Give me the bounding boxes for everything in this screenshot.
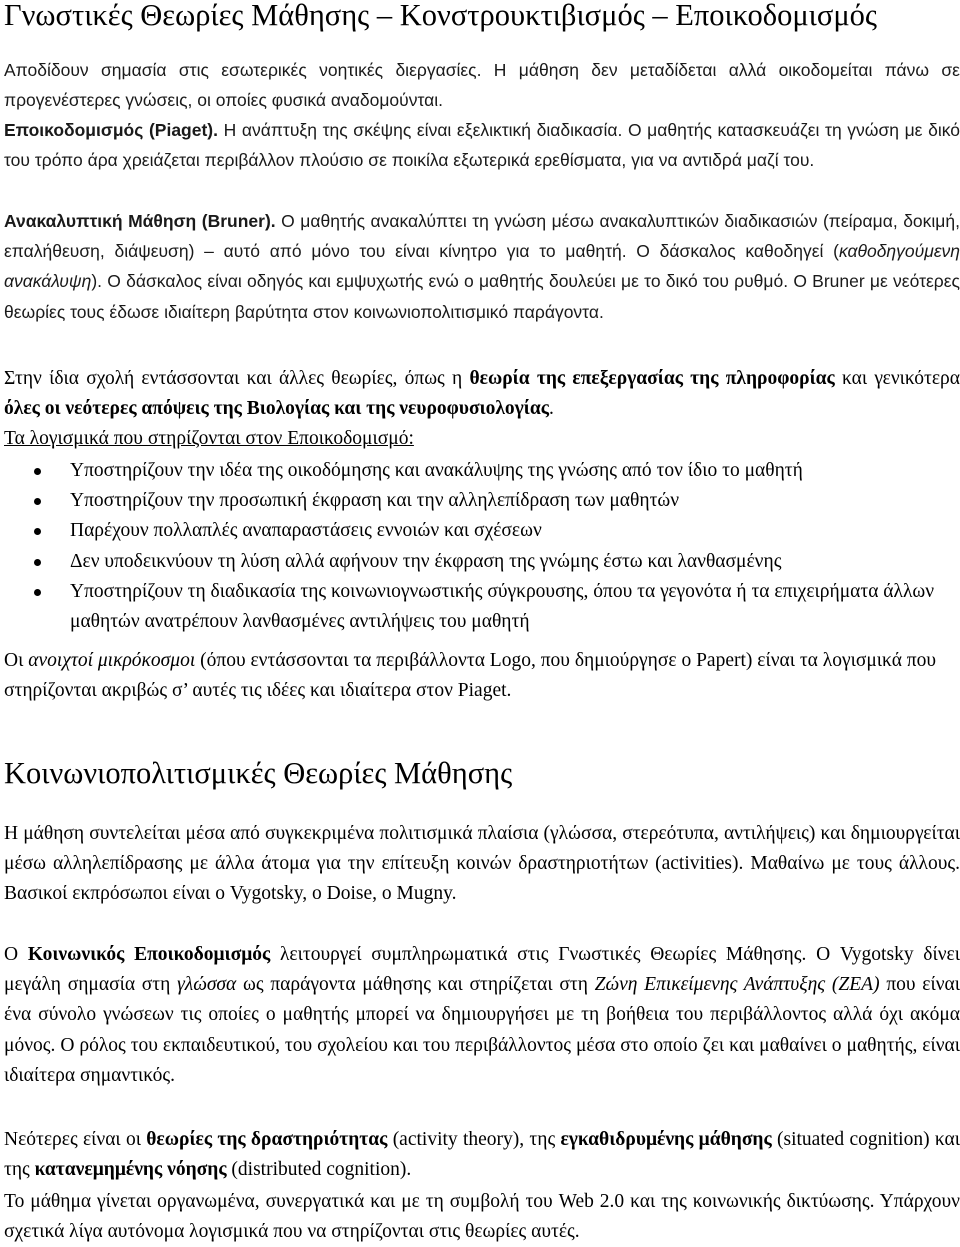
social-constructivism-paragraph — [4, 940, 960, 1091]
micro-text-b: (όπου εντάσσονται τα περιβάλλοντα Logo, που δημιούργησε ο Papert) είναι τα λογισμικά που στηρίζονται ακριβώς σ’ αυτές τις ιδέες και ιδιαίτερα στον Piaget. — [4, 650, 937, 702]
open-microworlds: ανοιχτοί μικρόκοσμοι — [28, 650, 196, 671]
piaget-paragraph — [4, 115, 960, 175]
bruner-term: Ανακαλυπτική Μάθηση (Bruner). — [4, 211, 276, 231]
school-paragraph — [4, 364, 960, 424]
section-title-constructivism: Γνωστικές Θεωρίες Μάθησης – Κονστρουκτιβισμός – Εποικοδομισμός — [4, 0, 878, 32]
list-item — [4, 486, 960, 516]
school-text-d: . — [548, 398, 554, 420]
piaget-term: Εποικοδομισμός (Piaget). — [4, 120, 218, 140]
p2-text-a: Ο — [4, 944, 28, 965]
p3-text-d: (situated cognition) και της — [4, 1129, 960, 1181]
sociocultural-paragraph-1: Η μάθηση συντελείται μέσα από συγκεκριμένα πολιτισμικά πλαίσια (γλώσσα, στερεότυπα, αντιλήψεις) και δημιουργείται μέσω αλληλεπίδρασης με άλλα άτομα για την επίτευξη κοινών δραστηριοτήτων (activities). Μαθαίνω με τους άλλους. Βασικοί εκπρόσωποι είναι ο Vygotsky, ο Doise, ο Mugny. — [4, 823, 960, 905]
activity-theory-term: θεωρίες της δραστηριότητας — [146, 1129, 388, 1150]
list-item — [4, 547, 960, 577]
bullet-icon — [34, 559, 41, 566]
bullet-text: Δεν υποδεικνύουν τη λύση αλλά αφήνουν την έκφραση της γνώμης έστω και λανθασμένης — [70, 550, 782, 572]
web20-paragraph: Το μάθημα γίνεται οργανωμένα, συνεργατικά και με τη συμβολή του Web 2.0 και της κοινωνικής δικτύωσης. Υπάρχουν σχετικά λίγα αυτόνομα λογισμικά που να στηρίζονται στις θεωρίες αυτές. — [4, 1191, 960, 1243]
p2-text-c: λειτουργεί συμπληρωματικά στις Γνωστικές Θεωρίες Μάθησης. Ο Vygotsky δίνει μεγάλη σημασία στη — [4, 944, 960, 996]
p3-text-c: (activity theory), της — [387, 1129, 561, 1150]
section-title-sociocultural: Κοινωνιοπολιτισμικές Θεωρίες Μάθησης — [4, 756, 513, 790]
p3-text-a: Νεότερες είναι οι — [4, 1129, 147, 1150]
micro-text-a: Οι — [4, 650, 29, 671]
piaget-text: Η ανάπτυξη της σκέψης είναι εξελικτική διαδικασία. Ο μαθητής κατασκευάζει τη γνώση με δικό του τρόπο άρα χρειάζεται περιβάλλον πλούσιο σε ποικίλα εξωτερικά ερεθίσματα, για να αντιδρά μαζί του. — [4, 120, 960, 171]
list-item — [4, 456, 960, 486]
intro-paragraph: Αποδίδουν σημασία στις εσωτερικές νοητικές διεργασίες. Η μάθηση δεν μεταδίδεται αλλά οικοδομείται πάνω σε προγενέστερες γνώσεις, οι οποίες φυσικά αναδομούνται. — [4, 60, 960, 111]
list-item — [4, 516, 960, 546]
bullet-text: Υποστηρίζουν τη διαδικασία της κοινωνιογνωστικής σύγκρουσης, όπου τα γεγονότα ή τα επιχειρήματα άλλων μαθητών ανατρέπουν λανθασμένες αντιλήψεις του μαθητή — [70, 580, 935, 633]
school-text-a: Στην ίδια σχολή εντάσσονται και άλλες θεωρίες, όπως η — [4, 368, 470, 389]
bullet-icon — [34, 468, 41, 475]
bruner-text-a: Ο μαθητής ανακαλύπτει τη γνώση μέσω ανακαλυπτικών διαδικασιών (πείραμα, δοκιμή, επαλήθευση, διάψευση) – αυτό από μόνο του είναι κίνητρο για το μαθητή. Ο δάσκαλος καθοδηγεί ( — [4, 211, 960, 262]
social-constructivism-term: Κοινωνικός Εποικοδομισμός — [27, 944, 271, 965]
p3-text-e: (distributed cognition). — [226, 1159, 412, 1181]
zpd-term: Ζώνη Επικείμενης Ανάπτυξης (ΖΕΑ) — [594, 974, 880, 996]
microworlds-paragraph — [4, 646, 960, 706]
situated-learning-term: εγκαθιδρυμένης μάθησης — [560, 1129, 772, 1150]
bullet-text: Παρέχουν πολλαπλές αναπαραστάσεις εννοιών και σχέσεων — [70, 520, 542, 542]
software-heading: Τα λογισμικά που στηρίζονται στον Εποικοδομισμό: — [4, 428, 414, 449]
school-text-c: και γενικότερα — [834, 368, 960, 389]
p2-text-d: ως παράγοντα μάθησης και στηρίζεται στη — [236, 974, 595, 996]
bullet-icon — [34, 498, 41, 505]
information-processing-theory: θεωρία της επεξεργασίας της πληροφορίας — [469, 368, 835, 389]
biology-neurophysiology: όλες οι νεότερες απόψεις της Βιολογίας και της νευροφυσιολογίας — [4, 398, 549, 420]
bullet-icon — [34, 528, 41, 535]
p2-text-e: που είναι ένα σύνολο γνώσεων τις οποίες ο μαθητής μπορεί να δημιουργήσει με τη βοήθεια του περιβάλλοντος αλλά όχι ακόμα μόνος. Ο ρόλος του εκπαιδευτικού, του σχολείου και του περιβάλλοντος μέσα στο οποίο ζει και μαθαίνει ο μαθητής, είναι ιδιαίτερα σημαντικός. — [4, 974, 960, 1086]
newer-theories-paragraph — [4, 1125, 960, 1185]
bruner-text-b: ). Ο δάσκαλος είναι οδηγός και εμψυχωτής ενώ ο μαθητής δουλεύει με το δικό του ρυθμό. Ο Bruner με νεότερες θεωρίες τους έδωσε ιδιαίτερη βαρύτητα στον κοινωνιοπολιτισμικό παράγοντα. — [4, 271, 960, 322]
software-bullet-list — [4, 456, 960, 637]
bullet-text: Υποστηρίζουν την προσωπική έκφραση και την αλληλεπίδραση των μαθητών — [70, 490, 680, 512]
bruner-paragraph — [4, 206, 960, 327]
guided-discovery: καθοδηγούμενη ανακάλυψη — [4, 241, 960, 292]
language-term: γλώσσα — [177, 974, 237, 996]
bullet-text: Υποστηρίζουν την ιδέα της οικοδόμησης και ανακάλυψης της γνώσης από τον ίδιο το μαθητή — [70, 460, 803, 481]
list-item — [4, 577, 960, 637]
bullet-icon — [34, 589, 41, 596]
distributed-cognition-term: κατανεμημένης νόησης — [34, 1159, 227, 1181]
